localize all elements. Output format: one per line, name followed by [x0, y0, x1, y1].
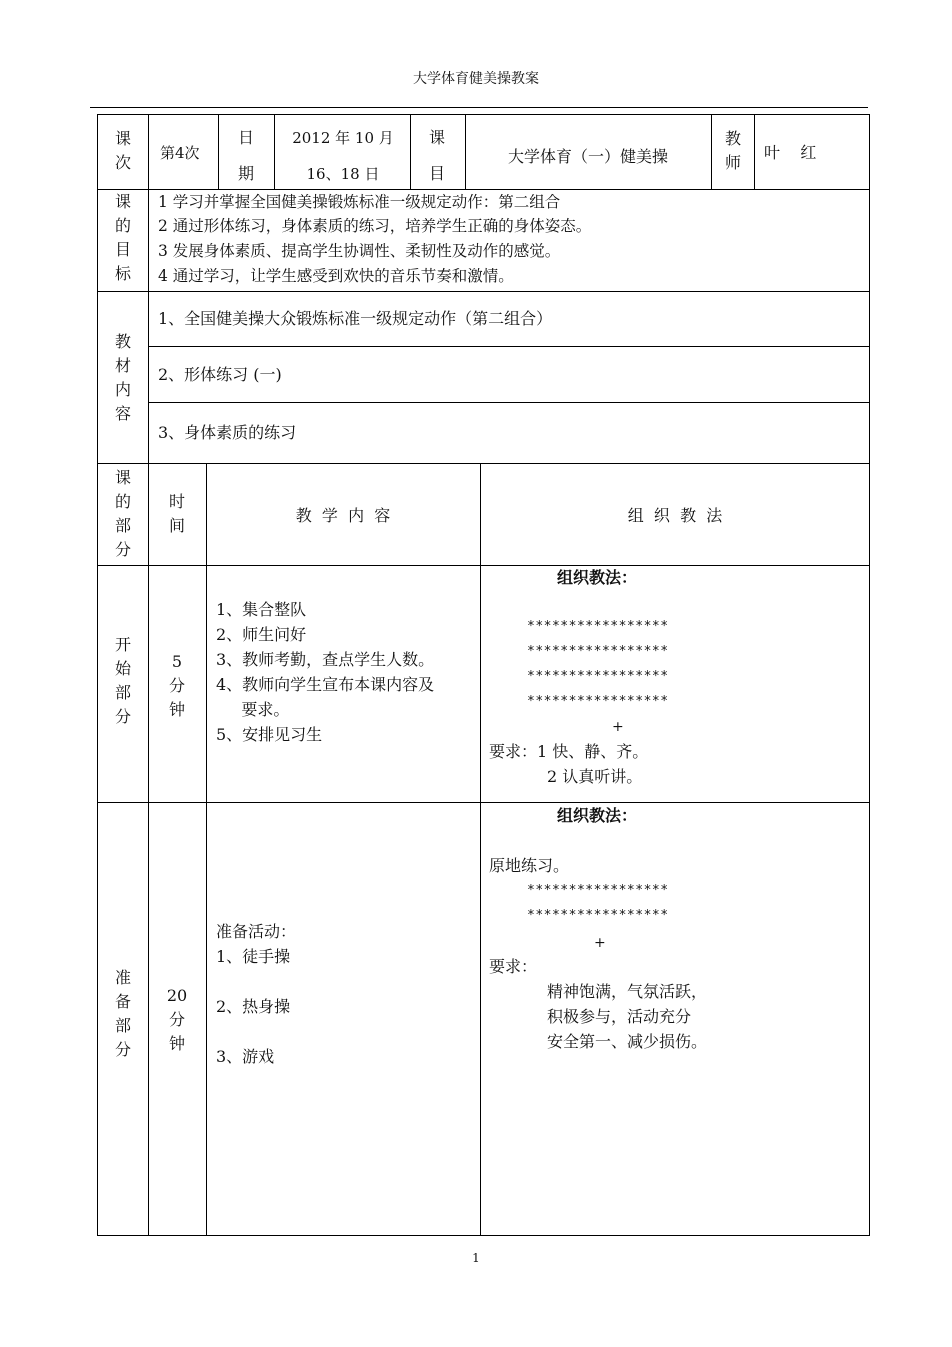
header-rule: [90, 107, 868, 108]
col-divider: [410, 114, 411, 189]
subject-label-2: 目: [429, 164, 446, 183]
prep-time: 20分钟: [166, 986, 188, 1053]
prep-content-title: 准备活动：: [216, 922, 297, 941]
row-divider: [97, 291, 870, 292]
start-content-item: 4、教师向学生宣布本课内容及: [216, 675, 435, 694]
prep-content-item: 1、徒手操: [216, 947, 291, 966]
date-value-2: 16、18 日: [306, 165, 380, 183]
col-divider: [480, 463, 481, 1236]
head-content: 教 学 内 容: [295, 506, 391, 525]
objectives-label: 课的目标: [114, 192, 131, 283]
col-divider: [465, 114, 466, 189]
material-item: 1、全国健美操大众锻炼标准一级规定动作（第二组合）: [158, 309, 553, 328]
teacher-label: 教师: [724, 129, 741, 172]
subject-label-1: 课: [429, 128, 446, 147]
start-requirement: 2 认真听讲。: [547, 767, 643, 786]
teacher-position-marker: +: [612, 719, 624, 735]
material-item: 3、身体素质的练习: [158, 423, 297, 442]
formation-row: *****************: [527, 644, 669, 659]
start-content-item: 5、安排见习生: [216, 725, 323, 744]
col-divider: [711, 114, 712, 189]
head-method: 组 织 教 法: [627, 506, 723, 525]
objective-item: 1 学习并掌握全国健美操锻炼标准一级规定动作：第二组合: [158, 193, 561, 211]
prep-requirement: 积极参与，活动充分: [547, 1007, 692, 1026]
col-divider: [148, 114, 149, 189]
start-content-item: 1、集合整队: [216, 600, 307, 619]
lesson-count-label: 课次: [114, 129, 131, 172]
head-time: 时间: [168, 492, 185, 535]
objective-item: 3 发展身体素质、提高学生协调性、柔韧性及动作的感觉。: [158, 242, 561, 260]
teacher-name: 叶 红: [764, 143, 817, 162]
start-content-item: 2、师生问好: [216, 625, 307, 644]
start-requirement: 要求：1 快、静、齐。: [489, 742, 649, 761]
date-label-1: 日: [238, 128, 255, 147]
prep-method-intro: 原地练习。: [489, 856, 570, 875]
start-part-label: 开始部分: [114, 635, 131, 726]
prep-content-item: 3、游戏: [216, 1047, 275, 1066]
start-method-title: 组织教法：: [556, 568, 637, 587]
col-divider: [218, 114, 219, 189]
start-content-item: 3、教师考勤，查点学生人数。: [216, 650, 435, 669]
col-divider: [206, 463, 207, 1236]
materials-label: 教材内容: [114, 332, 131, 423]
teacher-position-marker: +: [594, 935, 606, 951]
row-divider: [97, 463, 870, 464]
prep-requirement: 精神饱满，气氛活跃，: [547, 982, 708, 1001]
formation-row: *****************: [527, 883, 669, 898]
start-content-item: 要求。: [216, 700, 290, 719]
col-divider: [754, 114, 755, 189]
objective-item: 4 通过学习，让学生感受到欢快的音乐节奏和激情。: [158, 267, 514, 285]
row-divider: [97, 189, 870, 190]
col-divider: [274, 114, 275, 189]
col-divider: [148, 463, 149, 1236]
row-divider: [97, 802, 870, 803]
prep-method-title: 组织教法：: [556, 806, 637, 825]
course-name: 大学体育（一）健美操: [507, 147, 668, 166]
prep-requirement-label: 要求：: [489, 957, 538, 976]
lesson-count-value: 第4次: [160, 144, 200, 162]
material-item: 2、形体练习 (一): [158, 365, 282, 384]
formation-row: *****************: [527, 669, 669, 684]
prep-content-item: 2、热身操: [216, 997, 291, 1016]
objective-item: 2 通过形体练习，身体素质的练习，培养学生正确的身体姿态。: [158, 217, 592, 235]
head-part: 课的部分: [114, 468, 131, 559]
formation-row: *****************: [527, 908, 669, 923]
row-divider: [148, 402, 870, 403]
prep-part-label: 准备部分: [114, 968, 131, 1059]
date-label-2: 期: [238, 164, 255, 183]
page-number: 1: [472, 1251, 480, 1265]
date-value-1: 2012 年 10 月: [292, 129, 394, 147]
col-divider: [148, 189, 149, 463]
row-divider: [148, 346, 870, 347]
page-header-title: 大学体育健美操教案: [413, 71, 539, 87]
formation-row: *****************: [527, 694, 669, 709]
start-time: 5分钟: [168, 652, 185, 719]
prep-requirement: 安全第一、减少损伤。: [547, 1032, 708, 1051]
formation-row: *****************: [527, 619, 669, 634]
